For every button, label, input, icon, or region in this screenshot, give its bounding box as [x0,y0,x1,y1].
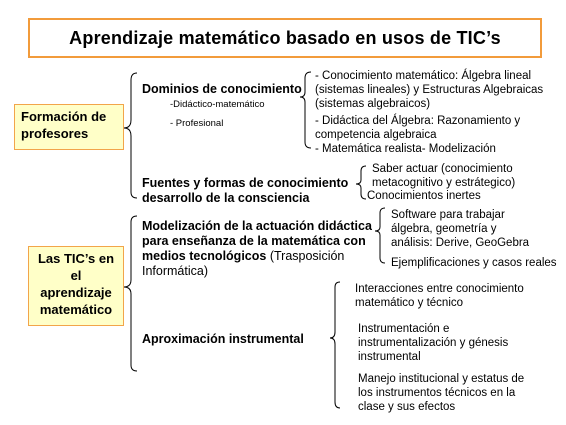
modelizacion-heading [142,219,382,279]
formacion-line-1: Formación de [21,109,107,124]
dominios-item-3: - Matemática realista- Modelización [315,143,496,155]
modelizacion-heading-extra: (Trasposición Informática) [142,249,345,278]
page-title: Aprendizaje matemático basado en usos de TIC’s [69,27,501,48]
title-box [28,18,542,58]
tics-line-2: el [70,268,82,283]
modelizacion-item-2: Ejemplificaciones y casos reales [391,257,557,269]
aproximacion-item-2: Instrumentación e instrumentalización y génesis instrumental [358,323,509,363]
aproximacion-item-1: Interacciones entre conocimiento matemático y técnico [355,283,524,309]
tics-line-1: Las TIC’s en [37,251,115,266]
dominios-sub-2: - Profesional [170,118,224,129]
tics-line-4: matemático [39,302,113,317]
dominios-item-1: - Conocimiento matemático: Álgebra lineal (sistemas lineales) y Estructuras Algebraicas (sistemas algebraicos) [315,70,544,110]
modelizacion-heading-main: Modelización de la actuación didáctica para enseñanza de la matemática con medios tecnológicos [142,219,372,263]
tics-line-3: aprendizaje [40,285,112,300]
dominios-sub-1: -Didáctico-matemático [170,99,265,110]
modelizacion-item-1: Software para trabajar álgebra, geometría y análisis: Derive, GeoGebra [391,209,530,249]
dominios-item-2: - Didáctica del Álgebra: Razonamiento y competencia algebraica [315,115,521,141]
tics-box [28,246,124,326]
dominios-heading: Dominios de conocimiento [142,82,302,96]
bracket-formacion [124,73,137,198]
fuentes-heading: Fuentes y formas de conocimiento desarrollo de la consciencia [142,176,349,205]
aproximacion-heading: Aproximación instrumental [142,332,304,346]
bracket-tics [124,216,137,371]
formacion-line-2: profesores [21,126,89,141]
fuentes-item-2: Conocimientos inertes [367,190,481,202]
fuentes-item-1: Saber actuar (conocimiento metacognitivo y estrátegico) [372,163,516,189]
aproximacion-item-3: Manejo institucional y estatus de los instrumentos técnicos en la clase y sus efectos [358,373,525,413]
formacion-box [14,104,124,150]
